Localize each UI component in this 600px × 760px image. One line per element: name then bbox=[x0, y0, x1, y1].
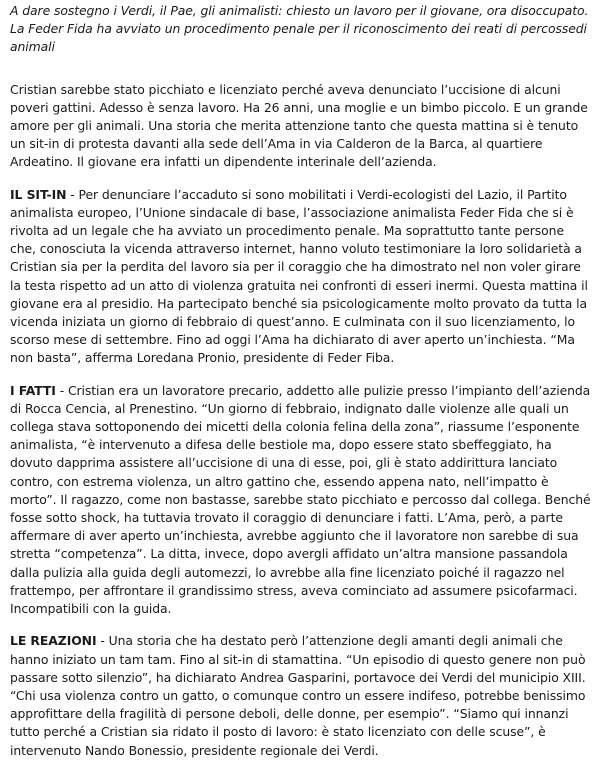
section-heading-reazioni: LE REAZIONI bbox=[10, 633, 97, 649]
section-reazioni bbox=[10, 632, 591, 759]
section-text-reazioni: - Una storia che ha destato però l’attenzione degli amanti degli animali che hanno iniziato un tam tam. Fino al sit-in di stamattina. “Un episodio di questo genere non può passare sotto silenzio”, ha dichiarato Andrea Gasparini, portavoce dei Verdi del municipio XIII. “Chi usa violenza contro un gatto, o comunque contro un essere indifeso, potrebbe benissimo approfittare della fragilità di persone deboli, delle donne, per esempio”. “Siamo qui innanzi tutto perché a Cristian sia ridato il posto di lavoro: è stato licenziato con delle scuse”, è intervenuto Nando Bonessio, presidente regionale dei Verdi. bbox=[10, 633, 586, 758]
section-heading-fatti: I FATTI bbox=[10, 382, 56, 398]
section-fatti bbox=[10, 382, 591, 619]
article-lead: A dare sostegno i Verdi, il Pae, gli animalisti: chiesto un lavoro per il giovane, ora disoccupato. La Feder Fida ha avviato un procedimento penale per il riconoscimento dei reati di percossedi animali bbox=[10, 3, 589, 55]
section-heading-sit-in: IL SIT-IN bbox=[10, 186, 67, 202]
section-text-sit-in: - Per denunciare l’accaduto si sono mobilitati i Verdi-ecologisti del Lazio, il Partito animalista europeo, l’Unione sindacale di base, l’associazione animalista Feder Fida che si è rivolta ad un legale che ha avviato un procedimento penale. Ma soprattutto tante persone che, conosciuta la vicenda attraverso internet, hanno voluto testimoniare la loro solidarietà a Cristian sia per la perdita del lavoro sia per il coraggio che ha dimostrato nel non voler girare la testa rispetto ad un atto di violenza gratuita nei confronti di esseri inermi. Questa mattina il giovane era al presidio. Ha partecipato benché sia psicologicamente molto provato da tutta la vicenda iniziata un giorno di febbraio di quest’anno. E culminata con il suo licenziamento, lo scorso mese di settembre. Fino ad oggi l’Ama ha dichiarato di aver aperto un’inchiesta. “Ma non basta”, afferma Loredana Pronio, presidente di Feder Fiba. bbox=[10, 186, 588, 366]
section-sit-in bbox=[10, 186, 591, 368]
section-text-fatti: - Cristian era un lavoratore precario, addetto alle pulizie presso l’impianto dell’azienda di Rocca Cencia, al Prenestino. “Un giorno di febbraio, indignato dalle violenze alle quali un collega stava sottoponendo dei micetti della colonia felina della zona”, riassume l’esponente animalista, “è intervenuto a difesa delle bestiole ma, dopo essere stato sbeffeggiato, ha dovuto dapprima assistere all’uccisione di una di esse, poi, gli è stato addirittura lanciato contro, con estrema violenza, un altro gattino che, essendo appena nato, nell’impatto è morto”. Il ragazzo, come non bastasse, sarebbe stato picchiato e percosso dal collega. Benché fosse sotto shock, ha tuttavia trovato il coraggio di denunciare i fatti. L’Ama, però, a parte affermare di aver aperto un’inchiesta, avrebbe aggiunto che il lavoratore non sarebbe di sua stretta “competenza”. La ditta, invece, dopo avergli affidato un’altra mansione passandola dalla pulizia alla guida degli automezzi, lo avrebbe alla fine licenziato poiché il ragazzo nel frattempo, per affrontare il grandissimo stress, aveva cominciato ad assumere psicofarmaci. Incompatibili con la guida. bbox=[10, 382, 591, 617]
article-intro: Cristian sarebbe stato picchiato e licenziato perché aveva denunciato l’uccisione di alcuni poveri gattini. Adesso è senza lavoro. Ha 26 anni, una moglie e un bimbo piccolo. E un grande amore per gli animali. Una storia che merita attenzione tanto che questa mattina si è tenuto un sit-in di protesta davanti alla sede dell’Ama in via Calderon de la Barca, al quartiere Ardeatino. Il giovane era infatti un dipendente interinale dell’azienda. bbox=[10, 81, 588, 170]
